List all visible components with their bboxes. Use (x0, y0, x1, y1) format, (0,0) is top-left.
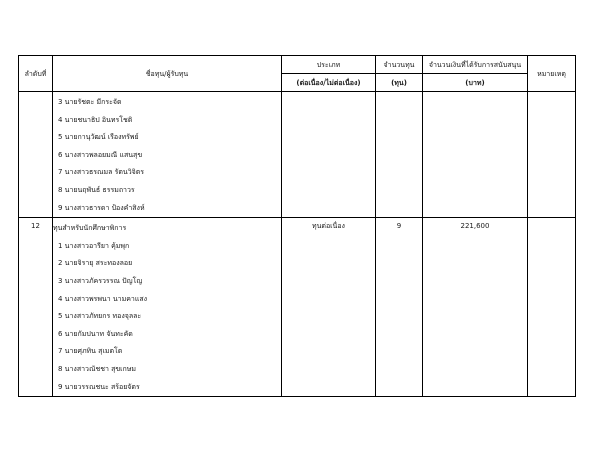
header-count-sub: (ทุน) (376, 74, 423, 92)
order-cell: 12 (19, 218, 53, 397)
list-item: 3 นางสาวภัครวรรณ ปัญโญ (58, 276, 143, 285)
amount-cell: 221,600 (423, 218, 528, 397)
list-item: 5 นางสาวภัทยกร ทองจุลละ (58, 312, 142, 321)
table-row (19, 92, 576, 218)
order-cell (19, 92, 53, 218)
header-amount-sub: (บาท) (423, 74, 528, 92)
header-amount: จำนวนเงินที่ได้รับการสนับสนุน (423, 56, 528, 74)
list-item: 6 นายกัมปนาท จันทะคัด (58, 329, 133, 338)
count-cell (376, 92, 423, 218)
type-cell (282, 92, 376, 218)
recipients-cell (53, 218, 282, 397)
list-item: 7 นางสาวธรณมล รัตนวิจิตร (58, 168, 145, 177)
list-item: 8 นางสาวณัชชา สุขเกษม (58, 364, 137, 373)
list-item: 7 นายศุภทิน สุเมตโต (58, 347, 123, 356)
list-item: 3 นายรัชตะ มีกระจัด (58, 98, 122, 106)
list-item: 5 นายกานุวัฒน์ เรืองทรัพย์ (58, 133, 139, 142)
type-cell: ทุนต่อเนื่อง (282, 218, 376, 397)
count-cell: 9 (376, 218, 423, 397)
table-row (19, 218, 576, 397)
remark-cell (528, 218, 576, 397)
header-count: จำนวนทุน (376, 56, 423, 74)
list-item: 1 นางสาวอารียา คุ้มพุก (58, 241, 130, 250)
header-remark: หมายเหตุ (528, 56, 576, 92)
list-item: 8 นายนฤพันธ์ ธรรมถาวร (58, 185, 135, 194)
list-item: 9 นายวรรณชนะ สร้อยจัตร (58, 382, 140, 391)
remark-cell (528, 92, 576, 218)
header-type-sub: (ต่อเนื่อง/ไม่ต่อเนื่อง) (282, 74, 376, 92)
recipients-cell (53, 92, 282, 218)
header-type: ประเภท (282, 56, 376, 74)
list-item: 4 นางสาวพรพนา นามคาแสง (58, 294, 148, 303)
funding-table (18, 55, 576, 397)
header-order: ลำดับที่ (19, 56, 53, 92)
list-item: 9 นางสาวธารดา ป้องคำสิงห์ (58, 203, 145, 212)
list-item: 2 นายจิรายุ สระทองลอย (58, 259, 133, 268)
list-item: 4 นายชนาธิป อินทรโชติ (58, 115, 133, 124)
header-fund-name: ชื่อทุน/ผู้รับทุน (53, 56, 282, 92)
amount-cell (423, 92, 528, 218)
fund-title: ทุนสำหรับนักศึกษาพิการ (53, 224, 127, 233)
list-item: 6 นางสาวพลอยมณี แสนสุข (58, 150, 143, 159)
